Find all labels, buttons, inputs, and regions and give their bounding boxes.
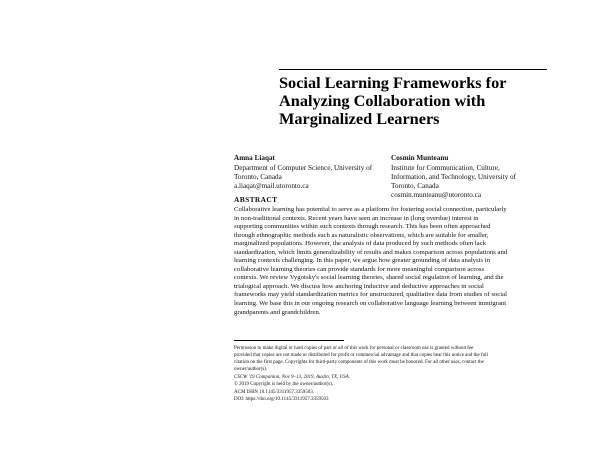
abstract-line: learning. We base this in our ongoing research on collaborative language learning between immigrant xyxy=(234,300,507,308)
author-affiliation-line: Toronto, Canada xyxy=(234,173,282,181)
abstract-line: Collaborative learning has potential to serve as a platform for fostering social connection, particularly xyxy=(234,206,507,213)
abstract-heading: ABSTRACT xyxy=(234,195,278,204)
abstract-line: through ethnographic methods such as naturalistic observations, which are suitable for smaller, xyxy=(234,231,489,239)
copyright-footnote xyxy=(234,345,547,403)
abstract-line: learning contexts challenging. In this paper, we argue how greater grounding of data analysis in xyxy=(234,257,490,265)
abstract-line: frameworks may yield standardization metrics for unstructured, qualitative data from studies of social xyxy=(234,291,507,299)
author-block-liaqat xyxy=(234,154,386,191)
title-line: Social Learning Frameworks for xyxy=(279,73,507,92)
author-name: Cosmin Munteanu xyxy=(391,154,449,162)
abstract-line: grandparents and grandchildren. xyxy=(234,308,321,316)
title-line: Analyzing Collaboration with xyxy=(279,91,486,110)
author-email: a.liaqat@mail.utoronto.ca xyxy=(234,182,309,190)
title-line: Marginalized Learners xyxy=(279,109,440,128)
abstract-line: contexts. We review Vygotsky's social learning theories, shared social regulation of learning, and the xyxy=(234,274,504,282)
author-affiliation-line: Toronto, Canada xyxy=(391,182,439,190)
footnote-rule xyxy=(234,340,344,341)
isbn-line: ACM ISBN 10.1145/3311957.3359503. xyxy=(234,389,315,395)
permission-line: citation on the first page. Copyrights for third-party components of this work must be honored. For all other uses, contact the xyxy=(234,360,484,366)
abstract-line: in non-traditional contexts. Recent years have seen an increase in (long overdue) interest in xyxy=(234,214,479,222)
author-affiliation-line: Institute for Communication, Culture, xyxy=(391,164,500,172)
author-name: Amna Liaqat xyxy=(234,154,275,162)
paper-title xyxy=(279,74,549,128)
abstract-line: supporting communities within such contexts through research. This has been often approached xyxy=(234,223,491,231)
venue-line: CSCW '19 Companion, Nov 9–13, 2019, Austin, TX, USA. xyxy=(234,375,350,381)
abstract-body xyxy=(234,206,547,317)
permission-notice xyxy=(234,345,547,373)
abstract-line: standardization, which limits generalizability of results and makes comparison across populations and xyxy=(234,248,508,256)
abstract-line: trialogical approach. We discuss how anchoring inductive and deductive approaches in social xyxy=(234,282,484,290)
abstract-line: collaborative learning theories can provide standards for more meaningful comparison across xyxy=(234,265,485,273)
abstract-line: marginalized populations. However, the analysis of data produced by such methods often lack xyxy=(234,240,486,248)
title-top-rule xyxy=(279,69,547,70)
author-affiliation-line: Information, and Technology, University of xyxy=(391,173,517,181)
author-affiliation-line: Department of Computer Science, University of xyxy=(234,164,373,172)
permission-line: Permission to make digital or hard copies of part or all of this work for personal or classroom use is granted without fee xyxy=(234,346,474,351)
author-email: cosmin.munteanu@utoronto.ca xyxy=(391,191,482,199)
copyright-line: © 2019 Copyright is held by the owner/author(s). xyxy=(234,382,334,388)
permission-line: owner/author(s). xyxy=(234,367,268,373)
doi-line: DOI: https://doi.org/10.1145/3311957.3359503 xyxy=(234,396,329,402)
permission-line: provided that copies are not made or distributed for profit or commercial advantage and that copies bear this notice and the full xyxy=(234,353,488,359)
author-block-munteanu xyxy=(391,154,541,200)
